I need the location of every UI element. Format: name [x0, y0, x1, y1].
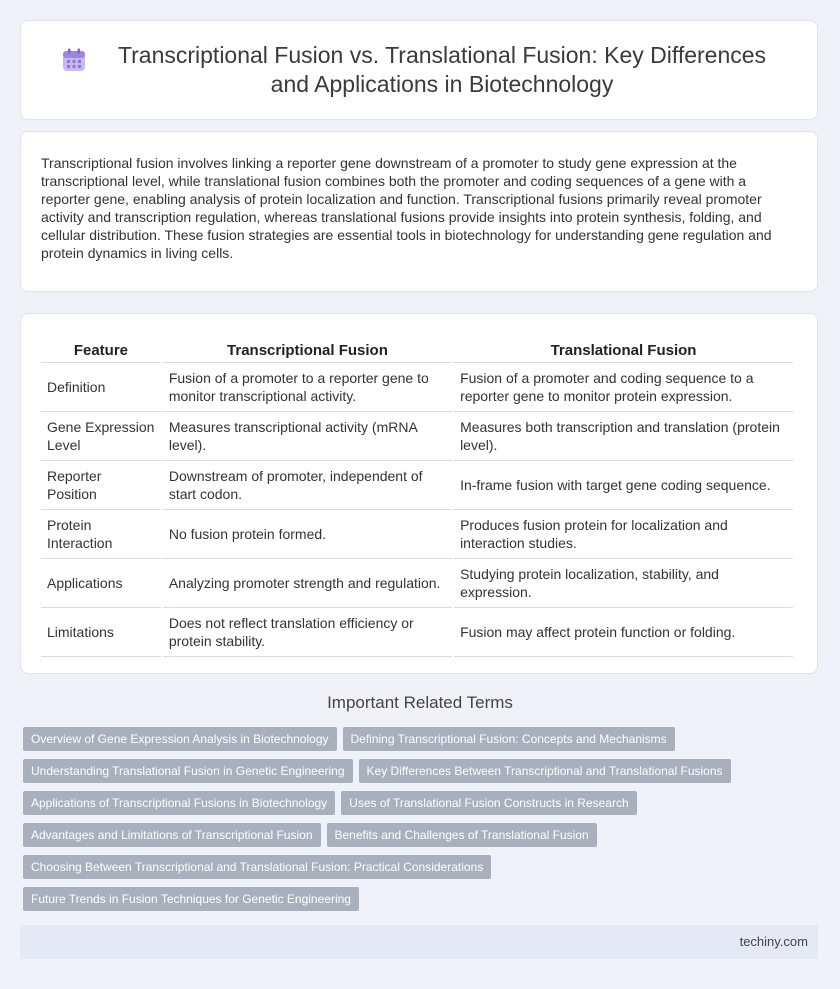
related-terms-heading: Important Related Terms	[327, 693, 513, 712]
feature-cell: Reporter Position	[41, 461, 161, 510]
related-term-tag[interactable]: Key Differences Between Transcriptional and Translational Fusions	[359, 759, 731, 783]
table-row	[41, 461, 793, 510]
transcriptional-cell: Does not reflect translation efficiency or protein stability.	[163, 608, 452, 657]
translational-cell: Fusion may affect protein function or folding.	[454, 608, 793, 657]
table-row	[41, 510, 793, 559]
translational-cell: Produces fusion protein for localization and interaction studies.	[454, 510, 793, 559]
related-term-tag[interactable]: Choosing Between Transcriptional and Translational Fusion: Practical Considerations	[23, 855, 491, 879]
feature-cell: Definition	[41, 363, 161, 412]
column-header-transcriptional: Transcriptional Fusion	[163, 334, 452, 363]
column-header-translational: Translational Fusion	[454, 334, 793, 363]
translational-cell: Fusion of a promoter and coding sequence to a reporter gene to monitor protein expression.	[454, 363, 793, 412]
calendar-icon	[61, 47, 87, 73]
transcriptional-cell: Fusion of a promoter to a reporter gene to monitor transcriptional activity.	[163, 363, 452, 412]
header-card	[20, 20, 818, 120]
transcriptional-cell: Analyzing promoter strength and regulation.	[163, 559, 452, 608]
transcriptional-cell: No fusion protein formed.	[163, 510, 452, 559]
related-term-tag[interactable]: Understanding Translational Fusion in Genetic Engineering	[23, 759, 353, 783]
table-row	[41, 412, 793, 461]
related-term-tag[interactable]: Future Trends in Fusion Techniques for Genetic Engineering	[23, 887, 359, 911]
feature-cell: Protein Interaction	[41, 510, 161, 559]
feature-cell: Limitations	[41, 608, 161, 657]
table-row	[41, 608, 793, 657]
transcriptional-cell: Downstream of promoter, independent of start codon.	[163, 461, 452, 510]
related-term-tag[interactable]: Uses of Translational Fusion Constructs in Research	[341, 791, 636, 815]
comparison-table-card	[20, 313, 818, 674]
footer	[20, 925, 818, 959]
page-title: Transcriptional Fusion vs. Translational Fusion: Key Differences and Applications in Biotechnology	[117, 42, 767, 97]
translational-cell: Studying protein localization, stability, and expression.	[454, 559, 793, 608]
related-term-tag[interactable]: Advantages and Limitations of Transcriptional Fusion	[23, 823, 321, 847]
feature-cell: Applications	[41, 559, 161, 608]
related-term-tag[interactable]: Applications of Transcriptional Fusions in Biotechnology	[23, 791, 335, 815]
comparison-table	[39, 334, 795, 657]
feature-cell: Gene Expression Level	[41, 412, 161, 461]
related-term-tag[interactable]: Benefits and Challenges of Translational Fusion	[327, 823, 597, 847]
column-header-feature: Feature	[41, 334, 161, 363]
related-terms-list	[23, 727, 823, 919]
transcriptional-cell: Measures transcriptional activity (mRNA level).	[163, 412, 452, 461]
footer-site-link[interactable]: techiny.com	[739, 934, 808, 949]
summary-text: Transcriptional fusion involves linking a reporter gene downstream of a promoter to study gene expression at the transcriptional level, while translational fusion combines both the promoter and coding sequences of a gene with a reporter gene, enabling analysis of protein localization and function. Transcriptional fusions primarily reveal promoter activity and transcription regulation, whereas translational fusions provide insights into protein synthesis, folding, and cellular distribution. These fusion strategies are essential tools in biotechnology for understanding gene regulation and protein dynamics in living cells.	[41, 155, 772, 261]
related-term-tag[interactable]: Defining Transcriptional Fusion: Concepts and Mechanisms	[343, 727, 675, 751]
table-header-row	[41, 334, 793, 363]
related-term-tag[interactable]: Overview of Gene Expression Analysis in Biotechnology	[23, 727, 337, 751]
table-row	[41, 559, 793, 608]
table-row	[41, 363, 793, 412]
translational-cell: Measures both transcription and translation (protein level).	[454, 412, 793, 461]
summary-card	[20, 131, 818, 292]
translational-cell: In-frame fusion with target gene coding sequence.	[454, 461, 793, 510]
